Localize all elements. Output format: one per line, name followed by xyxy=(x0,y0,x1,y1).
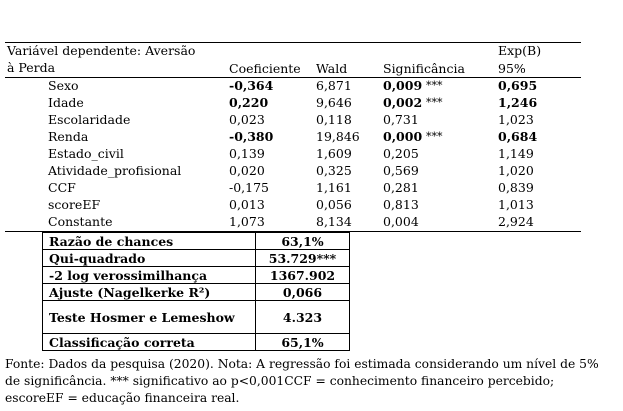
summary-label: Teste Hosmer e Lemeshow xyxy=(43,301,256,334)
variable-name: CCF xyxy=(48,180,76,195)
significance-stars: *** xyxy=(426,96,443,109)
exp-b-value: 1,149 xyxy=(498,146,534,161)
exp-b-value: 1,020 xyxy=(498,163,534,178)
significance-value: 0,569 xyxy=(383,163,419,178)
header-variable-line2: à Perda xyxy=(7,60,56,75)
wald-value: 0,118 xyxy=(316,112,352,127)
exp-b-value: 1,023 xyxy=(498,112,534,127)
variable-name: Sexo xyxy=(48,78,79,93)
table-header-rule xyxy=(5,77,581,78)
wald-value: 1,609 xyxy=(316,146,352,161)
significance-stars: *** xyxy=(426,79,443,92)
summary-row xyxy=(43,233,350,250)
table-footnote: Fonte: Dados da pesquisa (2020). Nota: A regressão foi estimada considerando um nível de 5% de significância. *** significativo ao p<0,001CCF = conhecimento financeiro percebido; escoreEF = educação financeira real. xyxy=(5,357,599,405)
wald-value: 19,846 xyxy=(316,129,360,144)
wald-value: 9,646 xyxy=(316,95,352,110)
summary-value: 4.323 xyxy=(256,301,350,334)
summary-label: Qui-quadrado xyxy=(43,250,256,267)
significance-value: 0,000 xyxy=(383,129,423,144)
wald-value: 8,134 xyxy=(316,214,352,229)
variable-name: Escolaridade xyxy=(48,112,131,127)
summary-value: 1367.902 xyxy=(256,267,350,284)
summary-row xyxy=(43,267,350,284)
significance-value: 0,009 xyxy=(383,78,423,93)
header-exp-line1: Exp(B) xyxy=(498,43,542,58)
summary-label: -2 log verossimilhança xyxy=(43,267,256,284)
coefficient-value: 0,139 xyxy=(229,146,265,161)
significance-value: 0,004 xyxy=(383,214,419,229)
variable-name: Atividade_profisional xyxy=(48,163,182,178)
variable-name: Constante xyxy=(48,214,113,229)
coefficient-value: 0,020 xyxy=(229,163,265,178)
header-wald: Wald xyxy=(316,61,348,76)
variable-name: Renda xyxy=(48,129,89,144)
summary-label: Ajuste (Nagelkerke R²) xyxy=(43,284,256,301)
exp-b-value: 1,246 xyxy=(498,95,538,110)
wald-value: 0,325 xyxy=(316,163,352,178)
summary-value: 65,1% xyxy=(256,334,350,351)
summary-row xyxy=(43,334,350,351)
wald-value: 1,161 xyxy=(316,180,352,195)
summary-label: Classificação correta xyxy=(43,334,256,351)
summary-value: 53.729*** xyxy=(256,250,350,267)
header-significance: Significância xyxy=(383,61,465,76)
summary-value: 0,066 xyxy=(256,284,350,301)
variable-name: scoreEF xyxy=(48,197,101,212)
significance-value: 0,002 xyxy=(383,95,423,110)
variable-name: Idade xyxy=(48,95,84,110)
coefficient-value: -0,364 xyxy=(229,78,274,93)
wald-value: 6,871 xyxy=(316,78,352,93)
exp-b-value: 0,695 xyxy=(498,78,538,93)
wald-value: 0,056 xyxy=(316,197,352,212)
coefficient-value: 1,073 xyxy=(229,214,265,229)
summary-label: Razão de chances xyxy=(43,233,256,250)
exp-b-value: 1,013 xyxy=(498,197,534,212)
significance-value: 0,205 xyxy=(383,146,419,161)
exp-b-value: 0,839 xyxy=(498,180,534,195)
summary-row xyxy=(43,250,350,267)
summary-row xyxy=(43,284,350,301)
variable-name: Estado_civil xyxy=(48,146,124,161)
summary-value: 63,1% xyxy=(256,233,350,250)
model-fit-summary-table xyxy=(42,232,350,351)
header-coefficient: Coeficiente xyxy=(229,61,301,76)
coefficient-value: -0,380 xyxy=(229,129,274,144)
exp-b-value: 0,684 xyxy=(498,129,538,144)
significance-stars: *** xyxy=(426,130,443,143)
coefficient-value: 0,220 xyxy=(229,95,269,110)
coefficient-value: -0,175 xyxy=(229,180,270,195)
significance-value: 0,731 xyxy=(383,112,419,127)
header-variable-line1: Variável dependente: Aversão xyxy=(7,43,196,58)
header-exp-line2: 95% xyxy=(498,61,526,76)
significance-value: 0,813 xyxy=(383,197,419,212)
summary-row xyxy=(43,301,350,334)
exp-b-value: 2,924 xyxy=(498,214,534,229)
significance-value: 0,281 xyxy=(383,180,419,195)
coefficient-value: 0,013 xyxy=(229,197,265,212)
coefficient-value: 0,023 xyxy=(229,112,265,127)
